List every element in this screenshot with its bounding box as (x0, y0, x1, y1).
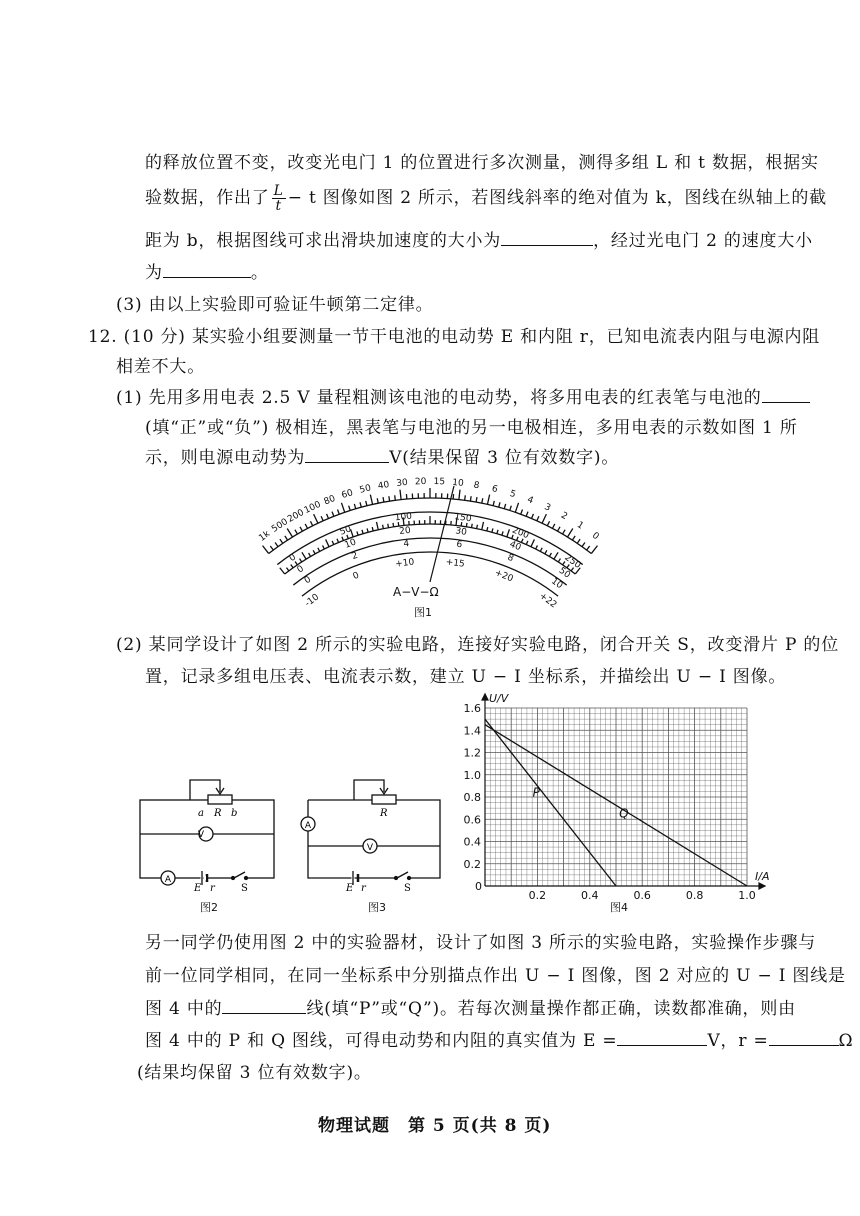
dial-arc (269, 498, 592, 554)
internal-resistance-label-fig3: r (361, 883, 366, 894)
dial-tick (309, 553, 311, 556)
y-axis-arrow (482, 694, 488, 700)
dial-tick (515, 503, 518, 512)
dial-ohm-tick-label: 200 (286, 507, 307, 525)
dial-tick (499, 502, 500, 507)
dial-tick (366, 501, 367, 506)
part-1-line-1 (116, 383, 810, 408)
dial-tick (321, 516, 323, 521)
dial-arc (285, 524, 576, 574)
dial-ohm-tick-label: 10 (451, 477, 465, 489)
dial-tick (521, 510, 523, 515)
dial-tick (558, 527, 560, 531)
dial-tick (482, 522, 484, 530)
dial-small-tick-label: 4 (403, 539, 410, 550)
dial-tick (552, 524, 554, 528)
dial-tick (393, 523, 394, 527)
part-3-line-4-mid: V，r = (707, 1031, 769, 1051)
dial-ohm-tick-label: 15 (433, 476, 446, 488)
dial-tick (362, 530, 363, 534)
dial-tick (360, 502, 361, 507)
dial-mid-tick-label: 50 (556, 565, 572, 581)
dial-dc-tick-label: 50 (338, 524, 353, 538)
dial-tick (461, 522, 462, 526)
dial-tick (575, 568, 580, 574)
figure-2-caption: 图2 (200, 901, 218, 914)
y-tick-label: 0.2 (463, 857, 481, 871)
dial-tick (492, 528, 493, 532)
y-tick-label: 1.6 (463, 702, 481, 715)
emf-label-fig3: E (346, 883, 354, 894)
x-tick-label: 0.4 (581, 889, 599, 902)
dial-tick (549, 553, 551, 556)
dial-tick (263, 546, 269, 554)
dial-tick (337, 539, 339, 543)
dial-tick (332, 512, 334, 517)
dial-arc (277, 512, 582, 565)
dial-ohm-tick-label: 30 (395, 477, 409, 489)
dial-tick (512, 535, 513, 539)
part-3-line-1: 另一同学仍使用图 2 中的实验器材，设计了如图 3 所示的实验电路，实验操作步骤与 (145, 933, 817, 953)
dial-small-tick-label: 6 (455, 539, 463, 551)
figure-2-circuit (138, 778, 278, 894)
dial-tick (270, 546, 273, 550)
switch-label: S (241, 883, 248, 894)
part-1-line-1-text: (1) 先用多用电表 2.5 V 量程粗测该电池的电动势，将多用电表的红表笔与电池的 (116, 388, 762, 408)
emf-label: E (194, 883, 202, 894)
dial-tick (472, 524, 473, 528)
dial-ohm-tick-label: 0 (590, 530, 601, 543)
origin-label: 0 (475, 880, 482, 893)
dial-tick (545, 550, 547, 553)
fraction-denominator: t (275, 198, 282, 214)
y-tick-label: 0.6 (463, 813, 481, 827)
figure-4-u-i-chart (460, 690, 780, 902)
dial-tick (295, 530, 298, 534)
dial-ohm-tick-label: 20 (414, 476, 427, 488)
dial-tick (372, 527, 373, 531)
answer-blank-true-emf[interactable] (617, 1031, 707, 1046)
y-tick-label: 0.8 (463, 791, 481, 804)
dial-arc (293, 538, 566, 585)
dial-tick (383, 497, 384, 502)
answer-blank-velocity[interactable] (163, 263, 251, 278)
text-line-3-post: ，经过光电门 2 的速度大小 (593, 231, 813, 251)
dial-tick (314, 514, 318, 523)
dial-tick (558, 559, 560, 562)
question-12-line-1: 12. (10 分) 某实验小组要测量一节干电池的电动势 E 和内阻 r，已知电流表内阻与电源内阻 (88, 327, 821, 347)
figure-4-caption: 图4 (610, 901, 628, 914)
x-tick-label: 1.0 (738, 889, 756, 902)
x-axis-arrow (759, 883, 765, 889)
dial-dc-tick-label: 200 (510, 525, 531, 542)
dial-tick (398, 522, 399, 526)
dial-tick (305, 524, 307, 528)
dial-mid-tick-label: 40 (508, 539, 523, 554)
dial-tick (577, 539, 580, 543)
dial-tick (507, 529, 510, 537)
dial-tick (537, 516, 539, 521)
dial-tick (367, 528, 368, 532)
text-line-4-pre: 为 (145, 263, 163, 283)
slider-end-a: a (198, 808, 204, 819)
dial-ohm-tick-label: 3 (542, 502, 553, 514)
part-1-line-3 (145, 443, 619, 468)
dial-needle (430, 486, 454, 582)
dial-tick (487, 527, 488, 531)
part-3-line-4 (145, 1026, 853, 1051)
y-axis-label: U/V (489, 692, 509, 705)
answer-blank-emf-reading[interactable] (305, 448, 389, 463)
y-tick-label: 1.2 (463, 746, 481, 760)
dial-tick (526, 541, 528, 545)
text-line-4-post: 。 (250, 263, 269, 283)
dial-tick (587, 546, 590, 550)
rheostat-label: R (214, 808, 222, 819)
dial-tick (302, 552, 306, 559)
dial-ohm-tick-label: 1 (574, 520, 586, 532)
part-2-line-2: 置，记录多组电压表、电流表示数，建立 U − I 坐标系，并描绘出 U − I 图像。 (145, 667, 787, 687)
dial-tick (310, 521, 312, 525)
dial-tick (532, 514, 534, 519)
dial-tick (287, 528, 292, 537)
x-tick-label: 0.6 (633, 889, 651, 902)
dial-tick (376, 522, 378, 530)
text-line-4 (145, 258, 269, 283)
dial-tick (323, 545, 325, 549)
text-line-3-pre: 距为 b，根据图线可求出滑块加速度的大小为 (145, 231, 502, 251)
x-tick-label: 0.8 (685, 889, 704, 902)
dial-tick (477, 525, 478, 529)
dial-tick (493, 501, 494, 506)
dial-tick (280, 539, 283, 543)
dial-tick (563, 530, 566, 534)
dial-tick (377, 498, 378, 503)
part-3-line-5: (结果均保留 3 位有效数字)。 (137, 1063, 372, 1083)
voltmeter-symbol-fig3: V (366, 843, 374, 853)
dial-tick (459, 490, 460, 500)
dial-small-tick-label: 10 (549, 576, 565, 592)
voltmeter-symbol: V (197, 830, 205, 840)
dial-mid-tick-label: 30 (454, 526, 468, 538)
dial-tick (383, 525, 384, 529)
dial-tick (567, 565, 569, 568)
x-tick-label: 0.2 (528, 889, 547, 902)
dial-db-tick-label: -10 (303, 592, 322, 610)
dial-db-tick-label: +22 (537, 591, 559, 611)
text-line-1: 的释放位置不变，改变光电门 1 的位置进行多次测量，测得多组 L 和 t 数据，根据实 (145, 153, 819, 173)
y-tick-label: 0.4 (463, 835, 481, 849)
dial-tick (531, 539, 534, 546)
dial-tick (286, 568, 288, 571)
dial-dc-tick-label: 0 (287, 552, 299, 564)
dial-tick (568, 528, 573, 537)
dial-ohm-tick-label: 50 (358, 483, 373, 496)
dial-tick (280, 568, 285, 574)
dial-tick (554, 552, 558, 559)
dial-tick (465, 495, 466, 500)
dial-tick (370, 495, 372, 505)
dial-tick (313, 550, 315, 553)
dial-db-tick-label: 0 (351, 570, 361, 582)
dial-mid-tick-label: 20 (398, 525, 412, 537)
ammeter-symbol: A (164, 875, 172, 885)
dial-ohm-tick-label: 8 (472, 480, 481, 492)
dial-tick (338, 510, 340, 515)
dial-db-tick-label: +15 (445, 557, 466, 570)
dial-small-tick-label: 0 (302, 574, 314, 587)
dial-tick (517, 537, 518, 541)
dial-tick (572, 536, 575, 540)
dial-tick (487, 495, 489, 505)
dial-ohm-tick-label: 100 (302, 499, 323, 517)
dial-mid-tick-label: 10 (343, 537, 358, 551)
dial-tick (497, 530, 498, 534)
series-label-P: P (532, 785, 540, 800)
dial-tick (351, 529, 354, 537)
dial-tick (388, 524, 389, 528)
dial-ohm-tick-label: 4 (525, 494, 535, 507)
x-axis-label: I/A (755, 870, 770, 883)
dial-ohm-tick-label: 500 (270, 517, 290, 535)
answer-blank-true-resistance[interactable] (769, 1031, 839, 1046)
dial-ohm-tick-label: 5 (508, 488, 517, 501)
dial-tick (400, 490, 401, 500)
dial-tick (403, 517, 404, 525)
dial-ohm-tick-label: 40 (377, 480, 391, 492)
part-1-line-3-pre: 示，则电源电动势为 (145, 448, 306, 468)
dial-tick (341, 503, 344, 512)
dial-tick (504, 504, 505, 509)
part-3-line-4-post: Ω (838, 1031, 854, 1051)
dial-tick (542, 514, 546, 523)
dial-tick (571, 568, 573, 571)
dial-tick (482, 498, 483, 503)
text-line-3 (145, 226, 813, 251)
dial-tick (347, 535, 348, 539)
dial-tick (332, 541, 334, 545)
fraction-numerator: L (273, 183, 284, 199)
dial-db-tick-label: +20 (493, 568, 515, 585)
ammeter-symbol-fig3: A (304, 821, 312, 831)
dial-tick (563, 562, 565, 565)
switch-label-fig3: S (404, 883, 411, 894)
dial-tick (285, 536, 288, 540)
dial-tick (357, 531, 358, 535)
dial-dc-tick-label: 100 (394, 511, 413, 524)
dial-small-tick-label: 8 (505, 552, 515, 565)
slider-end-b: b (231, 808, 238, 819)
text-line-5: (3) 由以上实验即可验证牛顿第二定律。 (116, 295, 434, 315)
part-1-line-3-post: V(结果保留 3 位有效数字)。 (389, 448, 620, 468)
part-3-line-4-pre: 图 4 中的 P 和 Q 图线，可得电动势和内阻的真实值为 E = (145, 1031, 618, 1051)
dial-tick (547, 521, 549, 525)
dial-tick (476, 497, 477, 502)
dial-db-tick-label: +10 (394, 557, 415, 570)
dial-ohm-tick-label: 80 (322, 493, 337, 508)
dial-tick (291, 565, 293, 568)
dial-tick (540, 548, 542, 552)
dial-tick (395, 495, 396, 500)
dial-tick (466, 523, 467, 527)
figure-3-caption: 图3 (368, 901, 386, 914)
dial-tick (295, 562, 297, 565)
part-3-line-3 (145, 994, 796, 1019)
page-footer: 物理试题 第 5 页(共 8 页) (318, 1116, 552, 1136)
answer-blank-polarity[interactable] (762, 388, 810, 403)
part-3-line-2: 前一位同学相同，在同一坐标系中分别描点作出 U − I 图像，图 2 对应的 U − I 图线是 (145, 966, 846, 986)
rheostat-label-fig3: R (380, 808, 388, 819)
fraction-l-over-t (272, 184, 286, 213)
dial-ohm-tick-label: 60 (340, 488, 355, 502)
dial-tick (582, 543, 585, 547)
dial-tick (456, 517, 457, 525)
part-3-line-3-post: 线(填“P”或“Q”)。若每次测量操作都正确，读数都准确，则由 (306, 999, 796, 1019)
dial-tick (389, 496, 390, 501)
part-3-line-3-pre: 图 4 中的 (145, 999, 223, 1019)
dial-ohm-tick-label: 1k (257, 529, 273, 544)
internal-resistance-label: r (210, 883, 215, 894)
figure-1-caption: 图1 (414, 606, 432, 619)
text-line-2-post: − t 图像如图 2 所示，若图线斜率的绝对值为 k，图线在纵轴上的截 (287, 188, 827, 208)
dial-small-tick-label: 2 (350, 550, 360, 563)
dial-tick (354, 504, 355, 509)
dial-tick (510, 506, 512, 511)
dial-tick (521, 539, 523, 543)
dial-tick (327, 514, 329, 519)
dial-dc-tick-label: 150 (453, 512, 473, 525)
dial-ohm-tick-label: 6 (490, 484, 499, 496)
dial-tick (591, 546, 597, 554)
dial-dc-tick-label: 250 (562, 552, 583, 571)
answer-blank-line-choice[interactable] (222, 999, 306, 1014)
part-2-line-1: (2) 某同学设计了如图 2 所示的实验电路，连接好实验电路，闭合开关 S，改变滑片 P 的位 (116, 635, 840, 655)
figure-1-label: A−V−Ω (393, 585, 439, 599)
y-tick-label: 1.4 (463, 724, 481, 738)
part-1-line-2: (填“正”或“负”) 极相连，黑表笔与电池的另一电极相连，多用电表的示数如图 1 所 (145, 418, 798, 438)
dial-mid-tick-label: 0 (295, 564, 306, 576)
dial-tick (275, 543, 278, 547)
dial-tick (526, 512, 528, 517)
y-tick-label: 1.0 (463, 768, 481, 782)
dial-ohm-tick-label: 2 (559, 510, 569, 523)
dial-tick (318, 548, 320, 552)
series-label-Q: Q (619, 806, 629, 821)
dial-tick (349, 506, 351, 511)
text-line-2-pre: 验数据，作出了 (145, 188, 270, 208)
dial-tick (300, 527, 302, 531)
dial-tick (342, 537, 343, 541)
dial-tick (300, 559, 302, 562)
dial-tick (470, 496, 471, 501)
dial-tick (502, 531, 503, 535)
question-12-line-2: 相差不大。 (116, 357, 205, 377)
figure-3-circuit (296, 778, 446, 894)
answer-blank-acceleration[interactable] (501, 231, 593, 246)
text-line-2 (145, 183, 827, 213)
dial-tick (326, 539, 329, 546)
dial-tick (536, 545, 538, 549)
